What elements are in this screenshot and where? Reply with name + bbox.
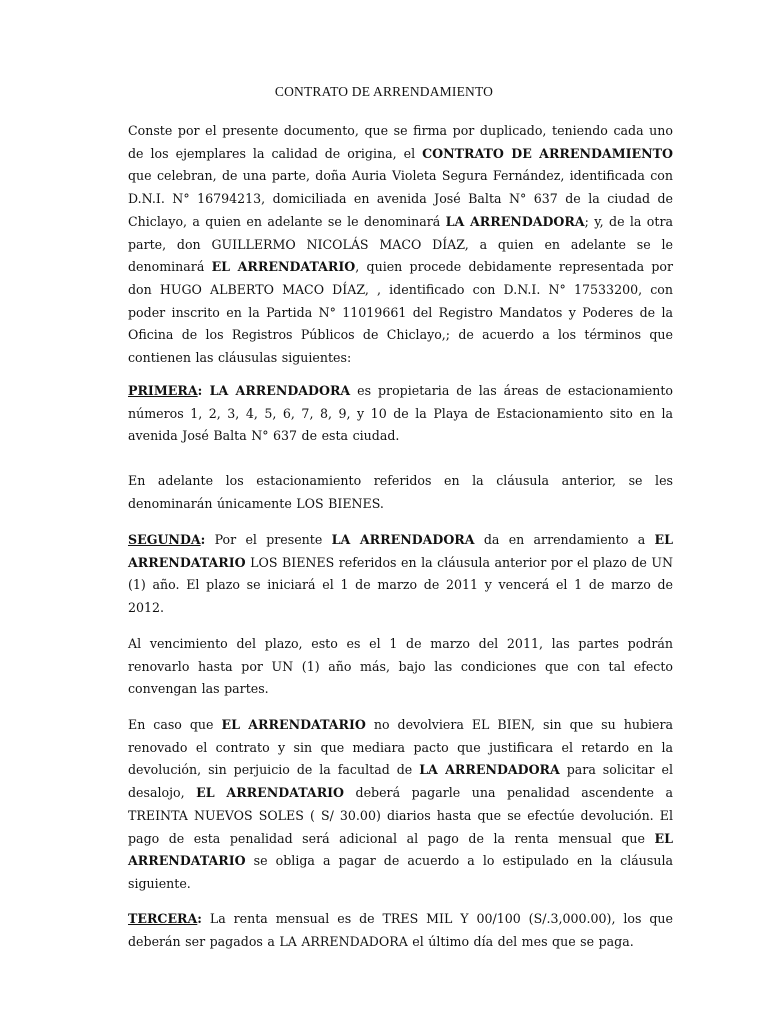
text-run: da en arrendamiento a: [474, 532, 655, 547]
bold-text: EL ARRENDATARIO: [221, 717, 366, 732]
bold-text: LA ARRENDADORA: [445, 213, 585, 229]
bold-text: EL ARRENDATARIO: [128, 532, 673, 570]
text-run: , quien procede debidamente representada por don HUGO ALBERTO MACO DÍAZ, , identificado con D.N.I. N° 17533200, con poder inscrito en la Partida N° 11019661 del Registro Mandatos y Poderes de la Oficina de los Registros Públicos de Chiclayo,; de acuerdo a los términos que contienen las cláusulas siguientes:: [128, 259, 673, 366]
bold-text: EL ARRENDATARIO: [211, 259, 356, 275]
text-run: para solicitar el desalojo,: [128, 762, 673, 801]
paragraph-bienes: En adelante los estacionamiento referidos en la cláusula anterior, se les denominarán únicamente LOS BIENES.: [128, 473, 673, 511]
text-run: que celebran, de una parte, doña Auria Violeta Segura Fernández, identificada con D.N.I. N° 16794213, domiciliada en avenida José Balta N° 637 de la ciudad de Chiclayo, a quien en adelante se le denominará: [128, 168, 673, 229]
paragraph-penalidad: [128, 714, 673, 896]
clause-colon: :: [197, 383, 203, 398]
clause-primera: [128, 380, 673, 448]
text-run: se obliga a pagar de acuerdo a lo estipulado en la cláusula siguiente.: [128, 853, 673, 891]
bold-text: EL ARRENDATARIO: [196, 785, 345, 801]
text-run: Por el presente: [205, 532, 332, 547]
bold-text: EL ARRENDATARIO: [128, 830, 673, 869]
text-run: no devolviera EL BIEN, sin que su hubiera renovado el contrato y sin que mediara pacto que justificara el retardo en la devolución, sin perjuicio de la facultad de: [128, 717, 674, 778]
text-run: Conste por el presente documento, que se firma por duplicado, teniendo cada uno de los ejemplares la calidad de origina, el: [128, 123, 673, 161]
bold-text: CONTRATO DE ARRENDAMIENTO: [422, 145, 673, 161]
text-run: En caso que: [128, 717, 222, 732]
clause-colon: :: [200, 532, 206, 547]
paragraph-intro: [128, 120, 673, 370]
clause-tercera: [128, 908, 673, 953]
clause-label: TERCERA: [128, 911, 198, 926]
text-run: es propietaria de las áreas de estacionamiento números 1, 2, 3, 4, 5, 6, 7, 8, 9, y 10 de la Playa de Estacionamiento sito en la avenida José Balta N° 637 de esta ciudad.: [128, 383, 673, 444]
paragraph-vencimiento: Al vencimiento del plazo, esto es el 1 de marzo del 2011, las partes podrán renovarlo hasta por UN (1) año más, bajo las condiciones que con tal efecto convengan las partes.: [128, 636, 673, 697]
text-run: La renta mensual es de TRES MIL Y 00/100 (S/.3,000.00), los que deberán ser pagados a LA ARRENDADORA el último día del mes que se paga.: [128, 911, 673, 949]
clause-label: PRIMERA: [128, 383, 198, 398]
text-run: deberá pagarle una penalidad ascendente a TREINTA NUEVOS SOLES ( S/ 30.00) diarios hasta que se efectúe devolución. El pago de esta penalidad será adicional al pago de la renta mensual que: [128, 785, 674, 846]
text-run: ; y, de la otra parte, don GUILLERMO NICOLÁS MACO DÍAZ, a quien en adelante se le denominará: [128, 213, 673, 275]
text-run: LOS BIENES referidos en la cláusula anterior por el plazo de UN (1) año. El plazo se iniciará el 1 de marzo de 2011 y vencerá el 1 de marzo de 2012.: [128, 554, 673, 616]
bold-text: LA ARRENDADORA: [202, 383, 351, 398]
clause-segunda: [128, 529, 673, 620]
clause-label: SEGUNDA: [128, 532, 201, 547]
bold-text: LA ARRENDADORA: [331, 532, 475, 547]
bold-text: LA ARRENDADORA: [419, 762, 560, 778]
document-title: CONTRATO DE ARRENDAMIENTO: [274, 84, 494, 99]
clause-colon: :: [197, 911, 202, 926]
